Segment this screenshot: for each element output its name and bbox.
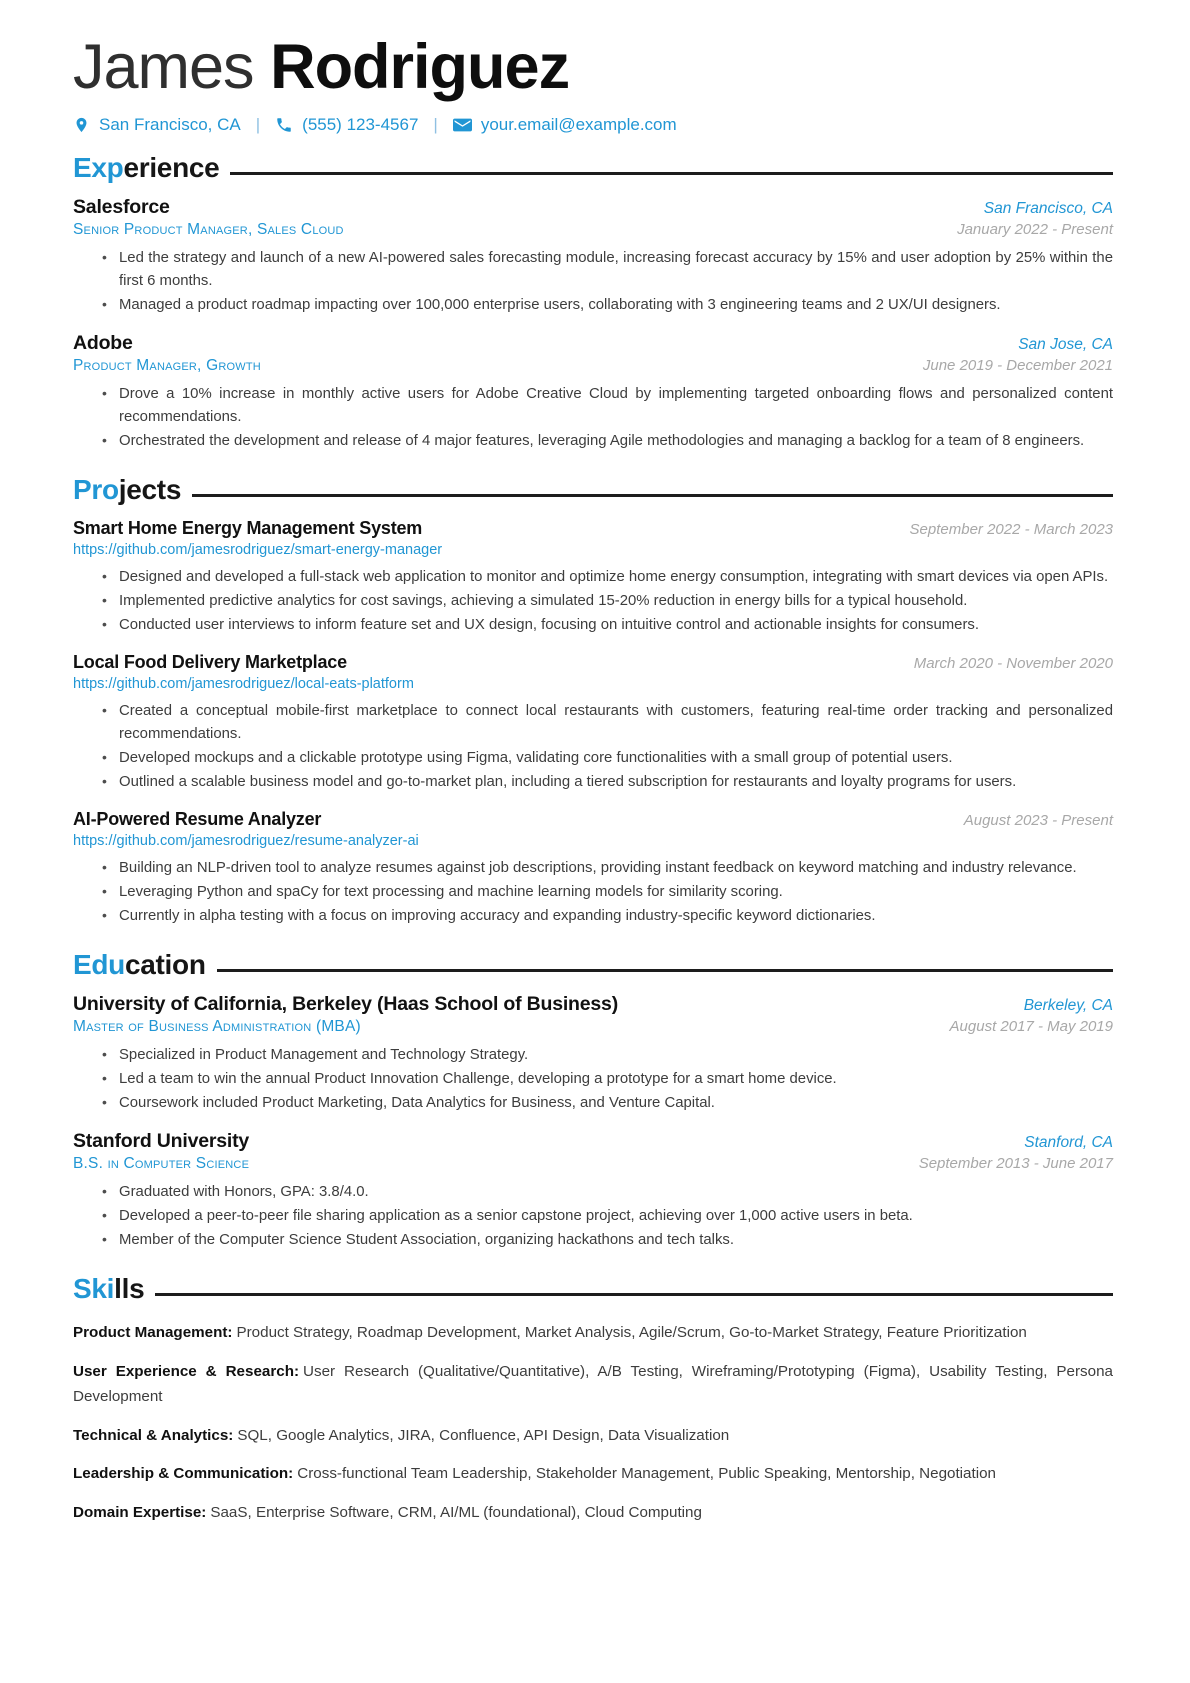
- project-entry: [73, 518, 1113, 637]
- bullet-item: • Developed mockups and a clickable prototype using Figma, validating core functionalities with a small group of potential users.: [119, 747, 1113, 770]
- bullet-item: • Managed a product roadmap impacting over 100,000 enterprise users, collaborating with 3 engineering teams and 2 UX/UI designers.: [119, 294, 1113, 317]
- resume-header: [73, 34, 1113, 135]
- company-location: San Jose, CA: [1018, 336, 1113, 354]
- job-title: Senior Product Manager, Sales Cloud: [73, 221, 344, 239]
- entry-header-row: [73, 652, 1113, 673]
- entry-header-row: [73, 809, 1113, 830]
- section-experience: [73, 152, 1113, 453]
- section-title-accent: Pro: [73, 474, 119, 506]
- contact-phone-text: (555) 123-4567: [302, 115, 419, 135]
- section-rule: [192, 494, 1113, 497]
- contact-location-text: San Francisco, CA: [99, 115, 241, 135]
- skill-line: [73, 1359, 1113, 1410]
- date-range: August 2023 - Present: [963, 812, 1113, 830]
- section-education: [73, 949, 1113, 1252]
- section-title-rest: lls: [114, 1273, 145, 1305]
- bullet-item: • Conducted user interviews to inform feature set and UX design, focusing on intuitive control and actionable insights for consumers.: [119, 614, 1113, 637]
- entry-header-row: [73, 993, 1113, 1016]
- entry-subheader-row: [73, 1018, 1113, 1036]
- entry-subheader-row: [73, 1155, 1113, 1173]
- bullet-item: • Drove a 10% increase in monthly active users for Adobe Creative Cloud by implementing targeted onboarding flows and personalized content recommendations.: [119, 383, 1113, 429]
- school-location: Berkeley, CA: [1023, 997, 1113, 1015]
- entry-subheader-row: [73, 357, 1113, 375]
- section-projects: [73, 474, 1113, 928]
- bullet-item: • Orchestrated the development and release of 4 major features, leveraging Agile methodologies and managing a backlog for a team of 8 engineers.: [119, 430, 1113, 453]
- contact-email-text: your.email@example.com: [480, 115, 677, 135]
- section-title: [73, 1273, 144, 1305]
- project-entry: [73, 809, 1113, 928]
- section-title-accent: Exp: [73, 152, 124, 184]
- bullet-list: [73, 857, 1113, 928]
- contact-email[interactable]: [453, 115, 677, 135]
- bullet-item: • Created a conceptual mobile-first marketplace to connect local restaurants with customers, featuring real-time order tracking and personalized recommendations.: [119, 700, 1113, 746]
- bullet-item: • Graduated with Honors, GPA: 3.8/4.0.: [119, 1181, 1113, 1204]
- section-title: [73, 474, 181, 506]
- bullet-item: • Building an NLP-driven tool to analyze resumes against job descriptions, providing instant feedback on keyword matching and industry relevance.: [119, 857, 1113, 880]
- section-rule: [230, 172, 1113, 175]
- education-entry: [73, 993, 1113, 1115]
- date-range: January 2022 - Present: [957, 221, 1113, 239]
- education-entry: [73, 1130, 1113, 1252]
- section-title-rest: jects: [118, 474, 182, 506]
- skill-line: [73, 1423, 1113, 1449]
- date-range: March 2020 - November 2020: [913, 655, 1113, 673]
- skill-values: SaaS, Enterprise Software, CRM, AI/ML (foundational), Cloud Computing: [210, 1503, 702, 1521]
- date-range: September 2022 - March 2023: [909, 521, 1113, 539]
- section-rule: [217, 969, 1113, 972]
- bullet-item: • Currently in alpha testing with a focus on improving accuracy and expanding industry-specific keyword dictionaries.: [119, 905, 1113, 928]
- bullet-item: • Designed and developed a full-stack web application to monitor and optimize home energy consumption, integrating with smart devices via open APIs.: [119, 566, 1113, 589]
- experience-entry: [73, 332, 1113, 453]
- section-skills: [73, 1273, 1113, 1525]
- bullet-item: • Outlined a scalable business model and go-to-market plan, including a tiered subscription for restaurants and loyalty programs for users.: [119, 771, 1113, 794]
- school-name: University of California, Berkeley (Haas School of Business): [73, 993, 618, 1016]
- degree: B.S. in Computer Science: [73, 1155, 250, 1173]
- skill-category-label: Product Management:: [73, 1324, 233, 1342]
- entry-header-row: [73, 196, 1113, 219]
- contact-location: [73, 115, 241, 135]
- project-name: AI-Powered Resume Analyzer: [73, 809, 322, 830]
- section-header-experience: [73, 152, 1113, 184]
- candidate-name: [73, 34, 1113, 100]
- skill-line: [73, 1500, 1113, 1526]
- skill-line: [73, 1320, 1113, 1346]
- contact-row: [73, 115, 1113, 135]
- section-header-projects: [73, 474, 1113, 506]
- bullet-item: • Coursework included Product Marketing, Data Analytics for Business, and Venture Capital.: [119, 1092, 1113, 1115]
- bullet-list: [73, 1044, 1113, 1115]
- skill-values: SQL, Google Analytics, JIRA, Confluence, API Design, Data Visualization: [237, 1426, 730, 1444]
- company-name: Salesforce: [73, 196, 170, 219]
- entry-header-row: [73, 1130, 1113, 1153]
- skill-line: [73, 1461, 1113, 1487]
- project-url-link[interactable]: https://github.com/jamesrodriguez/smart-energy-manager: [73, 542, 443, 559]
- bullet-list: [73, 700, 1113, 794]
- date-range: August 2017 - May 2019: [949, 1018, 1113, 1036]
- degree: Master of Business Administration (MBA): [73, 1018, 361, 1036]
- skill-values: Cross-functional Team Leadership, Stakeholder Management, Public Speaking, Mentorship, Negotiation: [297, 1465, 996, 1483]
- bullet-list: [73, 1181, 1113, 1252]
- skill-category-label: Domain Expertise:: [73, 1503, 207, 1521]
- bullet-item: • Led a team to win the annual Product Innovation Challenge, developing a prototype for a smart home device.: [119, 1068, 1113, 1091]
- phone-icon: [275, 116, 293, 134]
- section-title: [73, 949, 206, 981]
- bullet-item: • Specialized in Product Management and Technology Strategy.: [119, 1044, 1113, 1067]
- school-location: Stanford, CA: [1024, 1134, 1113, 1152]
- section-title-rest: erience: [123, 152, 220, 184]
- contact-phone[interactable]: [275, 115, 418, 135]
- bullet-item: • Leveraging Python and spaCy for text processing and machine learning models for similarity scoring.: [119, 881, 1113, 904]
- first-name: James: [73, 32, 254, 102]
- entry-header-row: [73, 518, 1113, 539]
- skill-category-label: Technical & Analytics:: [73, 1426, 234, 1444]
- job-title: Product Manager, Growth: [73, 357, 261, 375]
- school-name: Stanford University: [73, 1130, 250, 1153]
- project-name: Smart Home Energy Management System: [73, 518, 423, 539]
- contact-separator: |: [433, 115, 438, 135]
- project-entry: [73, 652, 1113, 794]
- skill-category-label: Leadership & Communication:: [73, 1465, 294, 1483]
- date-range: June 2019 - December 2021: [922, 357, 1113, 375]
- bullet-list: [73, 566, 1113, 637]
- entry-header-row: [73, 332, 1113, 355]
- last-name: Rodriguez: [270, 32, 570, 102]
- envelope-icon: [453, 117, 472, 133]
- section-header-education: [73, 949, 1113, 981]
- section-header-skills: [73, 1273, 1113, 1305]
- section-title: [73, 152, 219, 184]
- bullet-item: • Implemented predictive analytics for cost savings, achieving a simulated 15-20% reduction in energy bills for a typical household.: [119, 590, 1113, 613]
- location-pin-icon: [73, 115, 90, 135]
- skill-values: Product Strategy, Roadmap Development, Market Analysis, Agile/Scrum, Go-to-Market Strategy, Feature Prioritization: [236, 1324, 1027, 1342]
- bullet-list: [73, 383, 1113, 453]
- contact-separator: |: [255, 115, 261, 135]
- experience-entry: [73, 196, 1113, 317]
- project-name: Local Food Delivery Marketplace: [73, 652, 347, 673]
- project-url-link[interactable]: https://github.com/jamesrodriguez/resume-analyzer-ai: [73, 833, 419, 850]
- section-rule: [155, 1293, 1113, 1296]
- entry-subheader-row: [73, 221, 1113, 239]
- section-title-rest: cation: [124, 949, 206, 981]
- skill-values: User Research (Qualitative/Quantitative), A/B Testing, Wireframing/Prototyping (Figma), Usability Testing, Persona Development: [73, 1362, 1113, 1406]
- section-title-accent: Ski: [73, 1273, 115, 1305]
- company-name: Adobe: [73, 332, 133, 355]
- date-range: September 2013 - June 2017: [918, 1155, 1113, 1173]
- bullet-item: • Led the strategy and launch of a new AI-powered sales forecasting module, increasing forecast accuracy by 15% and user adoption by 25% within the first 6 months.: [119, 247, 1113, 293]
- company-location: San Francisco, CA: [983, 200, 1113, 218]
- skill-category-label: User Experience & Research:: [73, 1362, 300, 1380]
- project-url-link[interactable]: https://github.com/jamesrodriguez/local-eats-platform: [73, 676, 414, 693]
- bullet-list: [73, 247, 1113, 317]
- section-title-accent: Edu: [73, 949, 125, 981]
- bullet-item: • Member of the Computer Science Student Association, organizing hackathons and tech talks.: [119, 1229, 1113, 1252]
- bullet-item: • Developed a peer-to-peer file sharing application as a senior capstone project, achieving over 1,000 active users in beta.: [119, 1205, 1113, 1228]
